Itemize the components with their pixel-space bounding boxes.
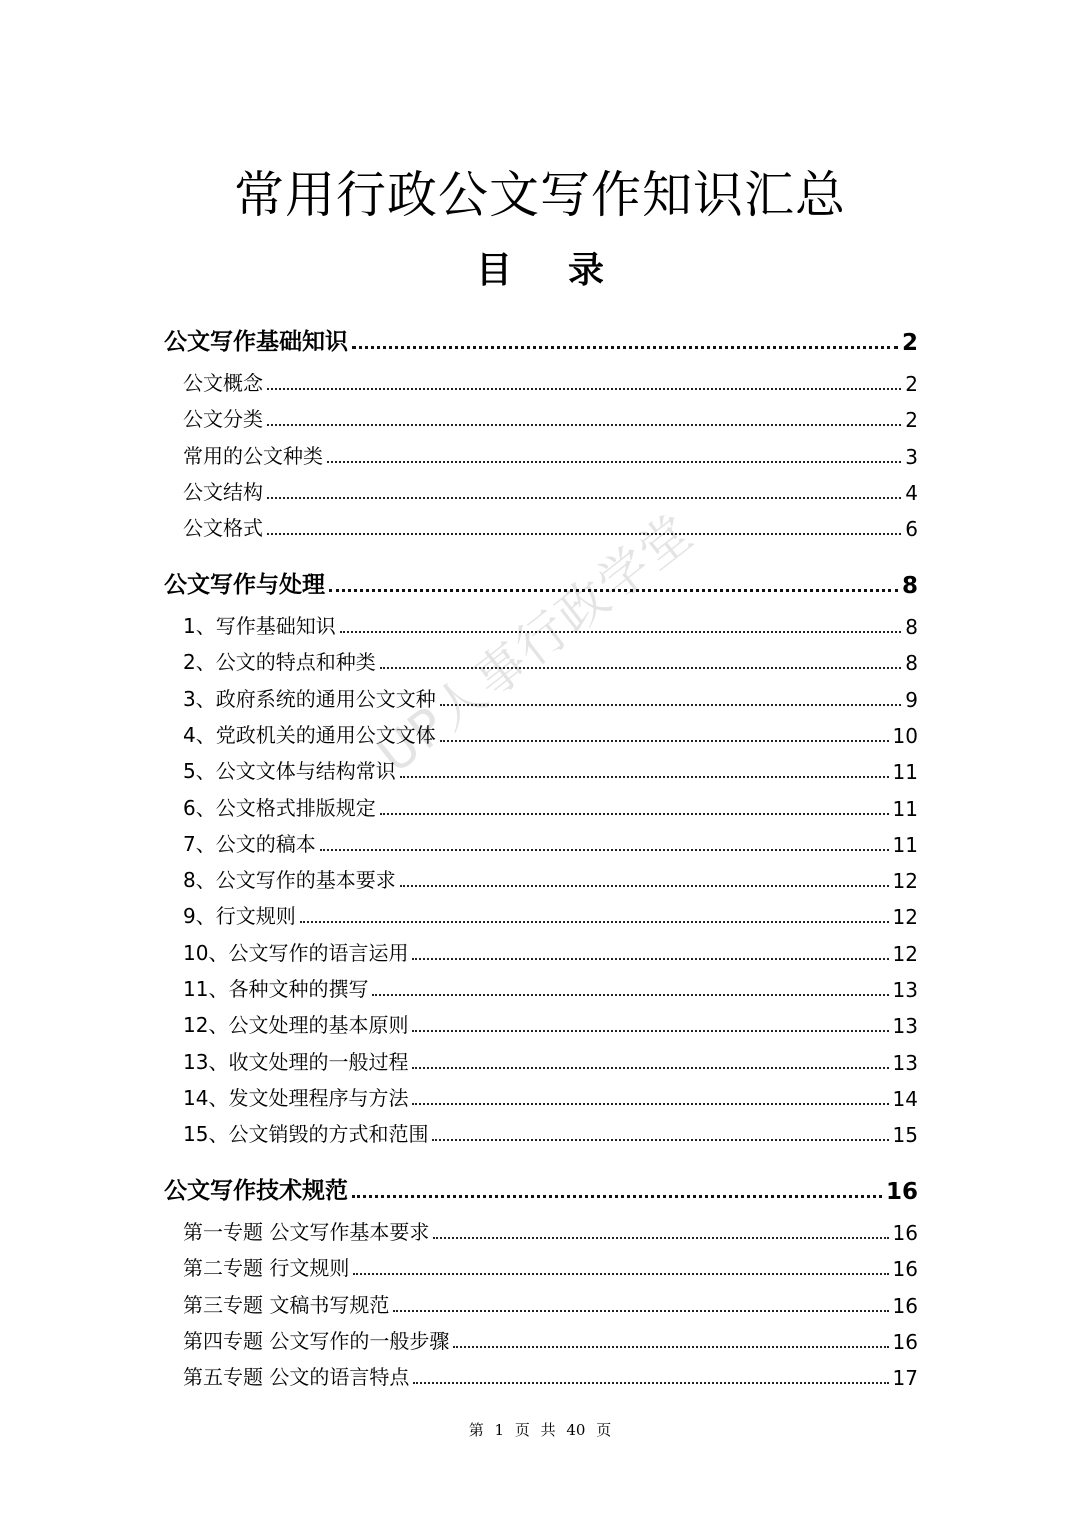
toc-item-page: 16	[892, 1293, 918, 1318]
toc-item-label: 公文概念	[183, 371, 263, 395]
toc-item-label: 14、发文处理程序与方法	[183, 1085, 409, 1110]
toc-item-page: 11	[892, 796, 918, 821]
toc-section-page: 8	[901, 573, 918, 599]
toc-leader-dots	[267, 388, 901, 390]
toc-item[interactable]	[183, 400, 918, 432]
toc-item[interactable]	[183, 934, 918, 966]
toc-item-page: 13	[892, 978, 918, 1002]
toc-leader-dots	[327, 461, 901, 463]
toc-item-label: 9、行文规则	[183, 904, 296, 929]
toc-item-label: 7、公文的稿本	[183, 831, 316, 856]
toc-item[interactable]	[183, 1213, 918, 1245]
toc-leader-dots	[400, 885, 889, 887]
toc-leader-dots	[372, 994, 888, 996]
toc-leader-dots	[412, 958, 888, 960]
toc-item-page: 8	[905, 651, 918, 676]
toc-item[interactable]	[183, 473, 918, 505]
toc-section-1[interactable]	[164, 320, 918, 356]
page-footer: 第 1 页 共 40 页	[468, 1421, 612, 1439]
toc-item-label: 第三专题 文稿书写规范	[183, 1292, 390, 1317]
toc-leader-dots	[267, 533, 901, 535]
toc-item[interactable]	[183, 607, 918, 639]
toc-item[interactable]	[183, 897, 918, 929]
toc-item-page: 2	[905, 408, 918, 433]
toc-item[interactable]	[183, 1286, 918, 1318]
toc-item[interactable]	[183, 1115, 918, 1147]
toc-item-label: 第一专题 公文写作基本要求	[183, 1220, 430, 1244]
toc-leader-dots	[412, 1030, 888, 1032]
watermark: UP人事行政学堂	[366, 503, 705, 785]
toc-item-label: 5、公文文体与结构常识	[183, 759, 396, 784]
toc-item[interactable]	[183, 716, 918, 748]
toc-leader-dots	[400, 776, 889, 778]
toc-item-page: 8	[905, 615, 918, 639]
toc-item-label: 第二专题 行文规则	[183, 1256, 350, 1281]
toc-leader-dots	[413, 1382, 888, 1384]
toc-item-page: 16	[892, 1221, 918, 1245]
toc-leader-dots	[380, 667, 902, 669]
toc-leader-dots	[300, 921, 889, 923]
toc-section-label: 公文写作基础知识	[164, 329, 348, 355]
toc-leader-dots	[320, 849, 889, 851]
toc-item-page: 10	[892, 723, 918, 748]
toc-item-page: 12	[892, 905, 918, 930]
toc-section-page: 2	[901, 330, 918, 356]
toc-leader-dots	[433, 1237, 888, 1239]
toc-item[interactable]	[183, 1079, 918, 1111]
toc-item[interactable]	[183, 509, 918, 541]
toc-heading-left: 目	[475, 250, 512, 291]
toc-leader-dots	[329, 589, 898, 592]
toc-leader-dots	[340, 631, 902, 633]
toc-item-page: 2	[905, 372, 918, 396]
toc-item-label: 第四专题 公文写作的一般步骤	[183, 1328, 450, 1353]
toc-item-label: 12、公文处理的基本原则	[183, 1013, 409, 1038]
toc-leader-dots	[352, 1195, 882, 1198]
toc-item-label: 第五专题 公文的语言特点	[183, 1365, 410, 1390]
toc-item-page: 12	[892, 869, 918, 894]
toc-item-label: 1、写作基础知识	[183, 614, 336, 638]
toc-item[interactable]	[183, 437, 918, 469]
toc-leader-dots	[412, 1103, 888, 1105]
toc-item-label: 8、公文写作的基本要求	[183, 868, 396, 893]
toc-item[interactable]	[183, 1006, 918, 1038]
toc-item-label: 11、各种文种的撰写	[183, 977, 369, 1001]
toc-item[interactable]	[183, 1249, 918, 1281]
toc-section-label: 公文写作技术规范	[164, 1178, 348, 1204]
toc-item-page: 6	[905, 517, 918, 542]
toc-item-label: 6、公文格式排版规定	[183, 795, 376, 820]
toc-item-label: 常用的公文种类	[183, 443, 323, 468]
toc-leader-dots	[412, 1067, 888, 1069]
toc-section-page: 16	[885, 1179, 918, 1205]
toc-item-page: 4	[905, 480, 918, 505]
toc-item-label: 15、公文销毁的方式和范围	[183, 1122, 429, 1147]
toc-item[interactable]	[183, 680, 918, 712]
toc-item-label: 公文分类	[183, 407, 263, 432]
toc-item-page: 16	[892, 1257, 918, 1282]
toc-item-page: 16	[892, 1329, 918, 1354]
toc-item-label: 公文格式	[183, 516, 263, 541]
toc-item[interactable]	[183, 1322, 918, 1354]
toc-item[interactable]	[183, 825, 918, 857]
toc-item-page: 11	[892, 760, 918, 785]
toc-item[interactable]	[183, 970, 918, 1002]
toc-section-2[interactable]	[164, 563, 918, 599]
toc-item-label: 3、政府系统的通用公文文种	[183, 686, 436, 711]
toc-leader-dots	[440, 740, 889, 742]
toc-leader-dots	[352, 346, 898, 349]
toc-item[interactable]	[183, 861, 918, 893]
toc-leader-dots	[393, 1310, 888, 1312]
toc-item-page: 12	[892, 941, 918, 966]
toc-item-label: 4、党政机关的通用公文文体	[183, 722, 436, 747]
toc-item[interactable]	[183, 789, 918, 821]
toc-item-page: 15	[892, 1123, 918, 1148]
toc-heading-right: 录	[568, 250, 605, 291]
toc-section-3[interactable]	[164, 1169, 918, 1205]
document-title: 常用行政公文写作知识汇总	[234, 166, 846, 224]
toc-item-label: 13、收文处理的一般过程	[183, 1049, 409, 1074]
toc-leader-dots	[453, 1346, 888, 1348]
toc-item[interactable]	[183, 1358, 918, 1390]
toc-item[interactable]	[183, 643, 918, 675]
toc-item-page: 13	[892, 1050, 918, 1075]
toc-section-label: 公文写作与处理	[164, 572, 325, 598]
toc-leader-dots	[380, 813, 889, 815]
toc-item-page: 14	[892, 1086, 918, 1111]
toc-item[interactable]	[183, 364, 918, 396]
toc-item-label: 2、公文的特点和种类	[183, 650, 376, 675]
toc-item[interactable]	[183, 1043, 918, 1075]
toc-item-label: 10、公文写作的语言运用	[183, 940, 409, 965]
toc-item-label: 公文结构	[183, 479, 263, 504]
toc-item-page: 11	[892, 832, 918, 857]
toc-leader-dots	[432, 1139, 888, 1141]
toc-item-page: 17	[892, 1366, 918, 1391]
toc-leader-dots	[440, 704, 902, 706]
toc-leader-dots	[267, 424, 901, 426]
toc-leader-dots	[353, 1273, 888, 1275]
toc-leader-dots	[267, 497, 901, 499]
toc-item-page: 3	[905, 444, 918, 469]
toc-item-page: 13	[892, 1014, 918, 1039]
toc-item[interactable]	[183, 752, 918, 784]
toc-item-page: 9	[905, 687, 918, 712]
